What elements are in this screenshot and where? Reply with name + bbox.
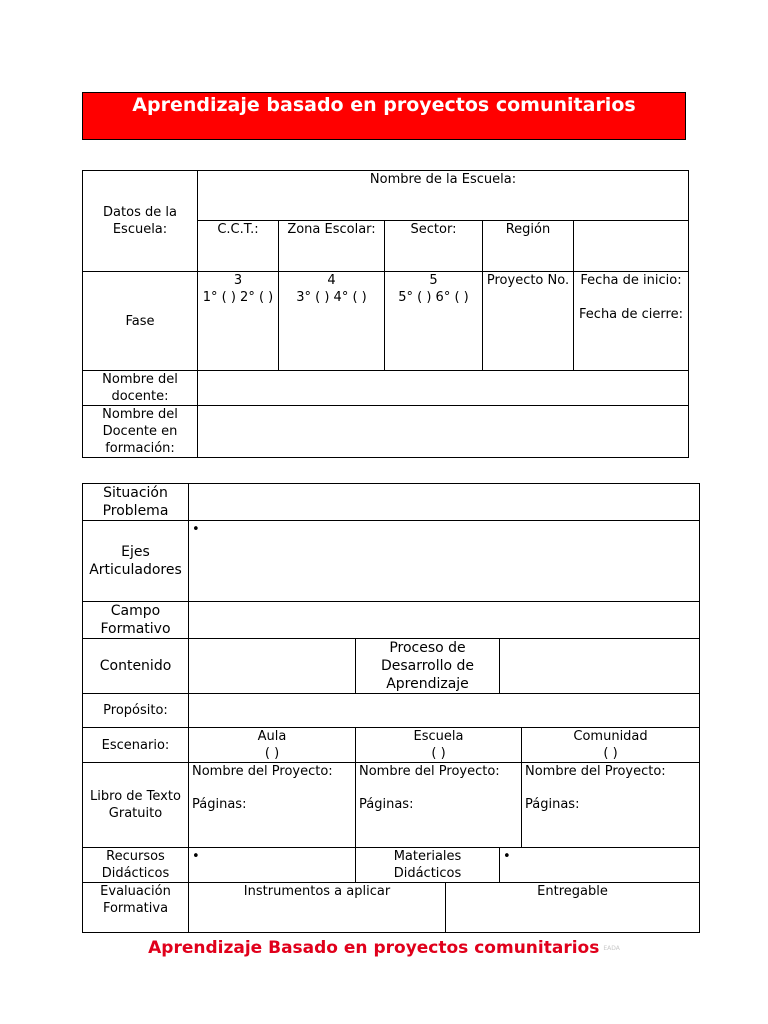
materiales-label: Materiales Didácticos [356,848,500,883]
page-title-banner [82,92,686,140]
fase-label: Fase [83,272,198,371]
project-table [82,483,700,933]
proposito-label: Propósito: [83,694,189,728]
docente-formacion-label: Nombre del Docente en formación: [83,406,198,458]
fase-3-option[interactable]: 3 1° ( ) 2° ( ) [198,272,279,371]
escenario-label: Escenario: [83,728,189,763]
nombre-proyecto-label: Nombre del Proyecto: [525,764,666,779]
situacion-label: Situación Problema [83,484,189,521]
comunidad-option[interactable]: Comunidad ( ) [522,728,700,763]
nombre-proyecto-label: Nombre del Proyecto: [192,764,333,779]
region-field[interactable]: Región [483,221,574,272]
escuela-option[interactable]: Escuela ( ) [356,728,522,763]
libro-comunidad-cell[interactable] [522,763,700,848]
instrumentos-field[interactable]: Instrumentos a aplicar [189,883,446,933]
campo-field[interactable] [189,602,700,639]
nombre-proyecto-label: Nombre del Proyecto: [359,764,500,779]
paginas-label: Páginas: [359,797,414,812]
bullet-icon: • [192,522,200,537]
page-title: Aprendizaje basado en proyectos comunitarios [132,94,636,116]
recursos-field[interactable] [189,848,356,883]
fase-4-option[interactable]: 4 3° ( ) 4° ( ) [279,272,385,371]
pda-label: Proceso de Desarrollo de Aprendizaje [356,639,500,694]
ejes-field[interactable] [189,521,700,602]
bullet-icon: • [503,849,511,864]
materiales-field[interactable] [500,848,700,883]
contenido-label: Contenido [83,639,189,694]
libro-aula-cell[interactable] [189,763,356,848]
region-value-cell[interactable] [574,221,689,272]
bullet-icon: • [192,849,200,864]
pda-field[interactable] [500,639,700,694]
contenido-field[interactable] [189,639,356,694]
campo-label: Campo Formativo [83,602,189,639]
footer-text: Aprendizaje Basado en proyectos comunitarios [148,938,600,958]
fechas-field[interactable]: Fecha de inicio: Fecha de cierre: [574,272,689,371]
ejes-label: Ejes Articuladores [83,521,189,602]
paginas-label: Páginas: [192,797,247,812]
proposito-field[interactable] [189,694,700,728]
proyecto-no-field[interactable]: Proyecto No. [483,272,574,371]
libro-label: Libro de Texto Gratuito [83,763,189,848]
cct-field[interactable]: C.C.T.: [198,221,279,272]
docente-formacion-field[interactable] [198,406,689,458]
footer [0,938,768,958]
docente-field[interactable] [198,371,689,406]
nombre-escuela-field[interactable]: Nombre de la Escuela: [198,171,689,221]
recursos-label: Recursos Didácticos [83,848,189,883]
evaluacion-label: Evaluación Formativa [83,883,189,933]
libro-escuela-cell[interactable] [356,763,522,848]
docente-label: Nombre del docente: [83,371,198,406]
school-data-table [82,170,689,458]
paginas-label: Páginas: [525,797,580,812]
datos-escuela-label: Datos de la Escuela: [83,171,198,272]
fase-5-option[interactable]: 5 5° ( ) 6° ( ) [385,272,483,371]
watermark: EADA [603,944,620,952]
zona-escolar-field[interactable]: Zona Escolar: [279,221,385,272]
sector-field[interactable]: Sector: [385,221,483,272]
situacion-field[interactable] [189,484,700,521]
aula-option[interactable]: Aula ( ) [189,728,356,763]
entregable-field[interactable]: Entregable [446,883,700,933]
